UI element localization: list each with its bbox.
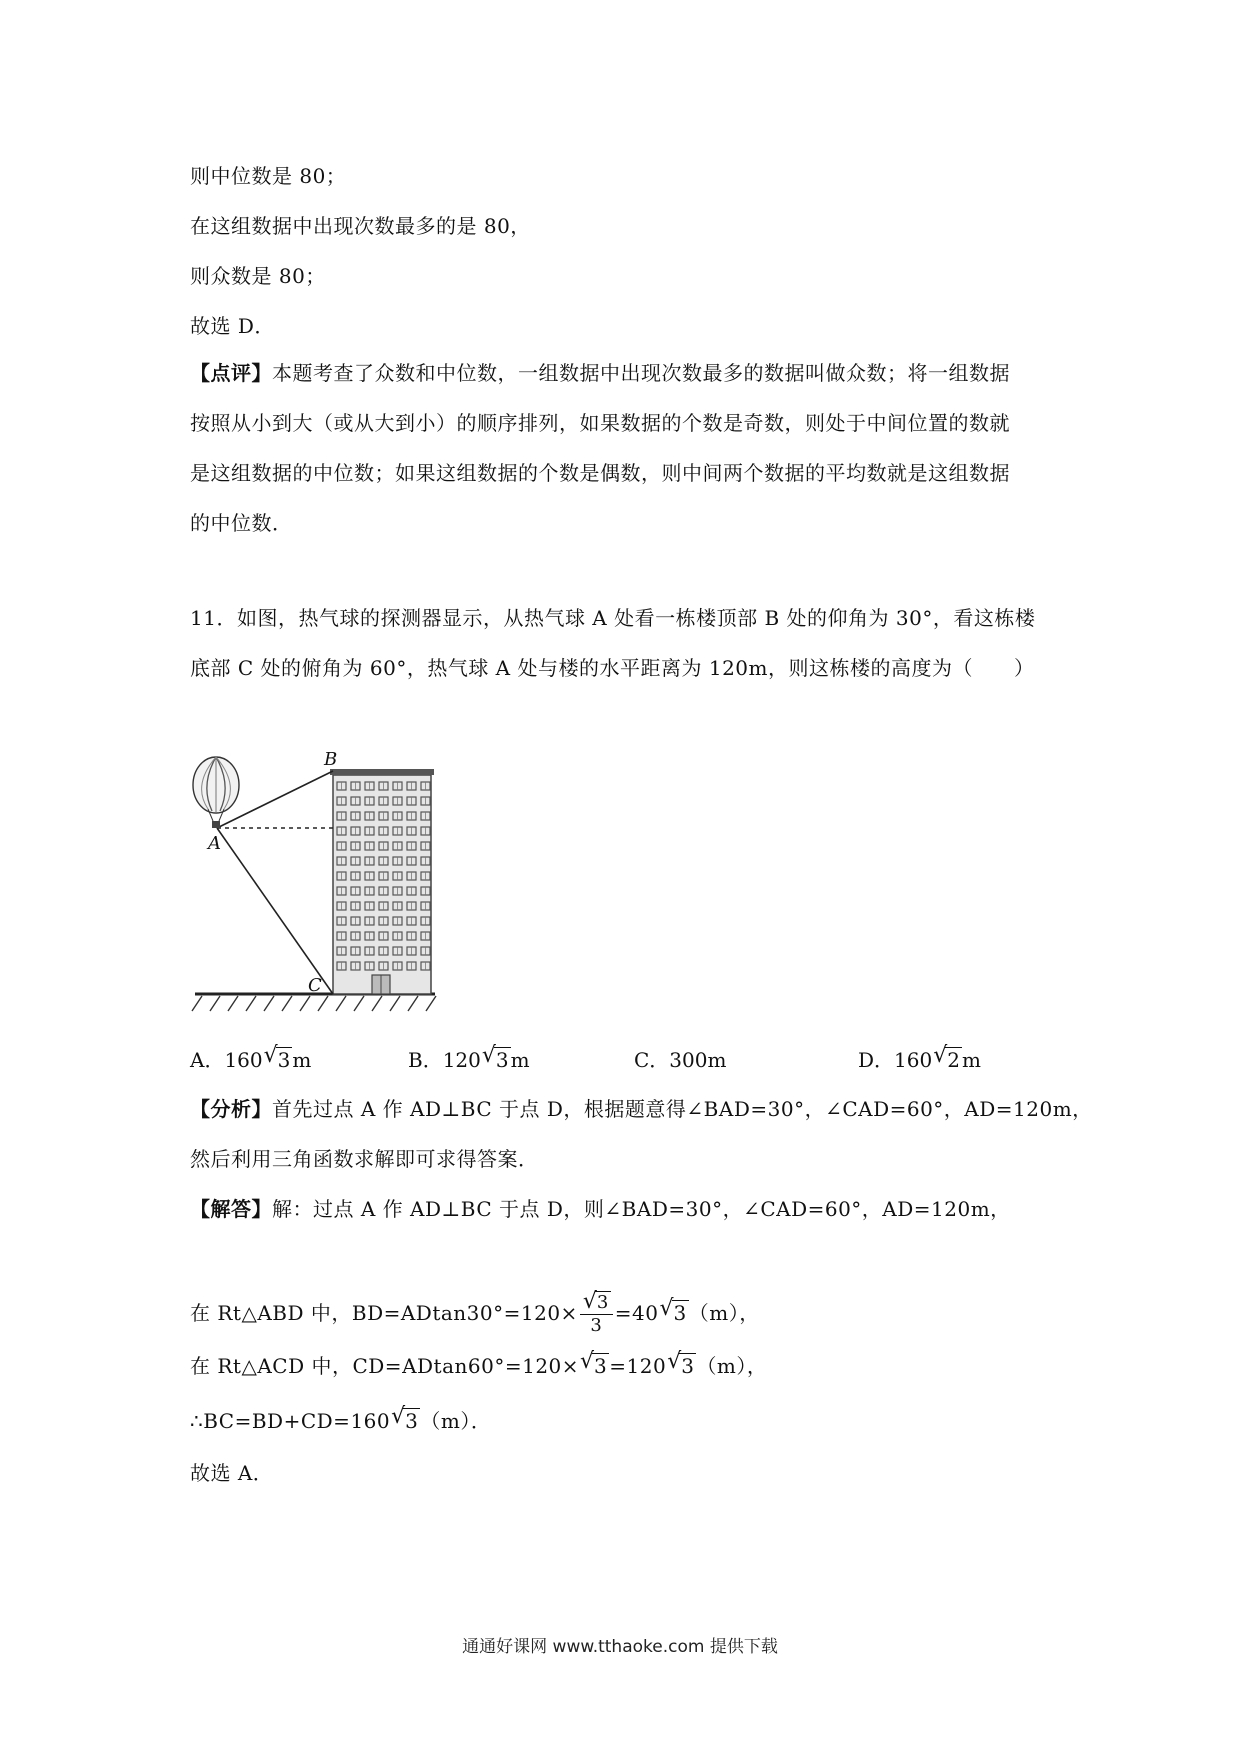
text-line: 故选 D． — [190, 314, 275, 338]
sight-lines — [217, 771, 333, 994]
analysis-line: 然后利用三角函数求解即可求得答案． — [190, 1147, 539, 1171]
ground — [192, 994, 436, 1011]
text-line: 则中位数是 80； — [190, 164, 347, 188]
fraction: √ $\frac{3}{3}$ — [580, 1292, 613, 1337]
building — [330, 769, 434, 994]
solution-line: 【解答】解：过点 A 作 AD⊥BC 于点 D，则∠BAD=30°，∠CAD=60°，AD=120m， — [190, 1197, 1011, 1221]
question-line: 11．如图，热气球的探测器显示，从热气球 A 处看一栋楼顶部 B 处的仰角为 30°，看这栋楼 — [190, 606, 1036, 630]
choice-a: A．160√ 3 m — [190, 1046, 311, 1074]
comment-line — [190, 359, 1010, 387]
solution-rt-acd: 在 Rt△ACD 中，CD=ADtan60°=120×√ 3 =120√ 3 （m）， — [190, 1352, 767, 1380]
solution-rt-abd: 在 Rt△ABD 中，BD=ADtan30°=120× √ $\frac{3}{3}$ =40√ 3 （m）， — [190, 1292, 760, 1337]
analysis-line: 【分析】首先过点 A 作 AD⊥BC 于点 D，根据题意得∠BAD=30°，∠CAD=60°，AD=120m， — [190, 1097, 1093, 1121]
comment-line: 是这组数据的中位数；如果这组数据的个数是偶数，则中间两个数据的平均数就是这组数据 — [190, 461, 1010, 485]
label-c: C — [308, 975, 322, 996]
comment-line: 按照从小到大（或从大到小）的顺序排列，如果数据的个数是奇数，则处于中间位置的数就 — [190, 411, 1010, 435]
question-line: 底部 C 处的俯角为 60°，热气球 A 处与楼的水平距离为 120m，则这栋楼的高度为（ ） — [190, 656, 1035, 680]
choice-d: D．160√ 2 m — [858, 1046, 981, 1074]
comment-line: 的中位数． — [190, 511, 293, 535]
choice-b: B．120√ 3 m — [408, 1046, 530, 1074]
solution-bc: ∴BC=BD+CD=160√ 3 （m）． — [190, 1407, 491, 1435]
analysis-tag: 【分析】 — [190, 1097, 272, 1121]
text-line: 则众数是 80； — [190, 264, 326, 288]
footer-credit: 通通好课网 www.tthaoke.com 提供下载 — [462, 1637, 778, 1657]
choice-c: C．300m — [634, 1048, 727, 1072]
label-a: A — [208, 833, 221, 854]
solution-final: 故选 A． — [190, 1461, 274, 1485]
text-line: 在这组数据中出现次数最多的是 80， — [190, 214, 531, 238]
solution-tag: 【解答】 — [190, 1197, 272, 1221]
comment-tag: 【点评】 — [190, 361, 272, 385]
balloon-building-figure — [190, 745, 440, 1025]
comment-text: 本题考查了众数和中位数，一组数据中出现次数最多的数据叫做众数；将一组数据 — [272, 361, 1010, 385]
label-b: B — [324, 749, 338, 770]
hot-air-balloon-icon — [193, 757, 239, 828]
